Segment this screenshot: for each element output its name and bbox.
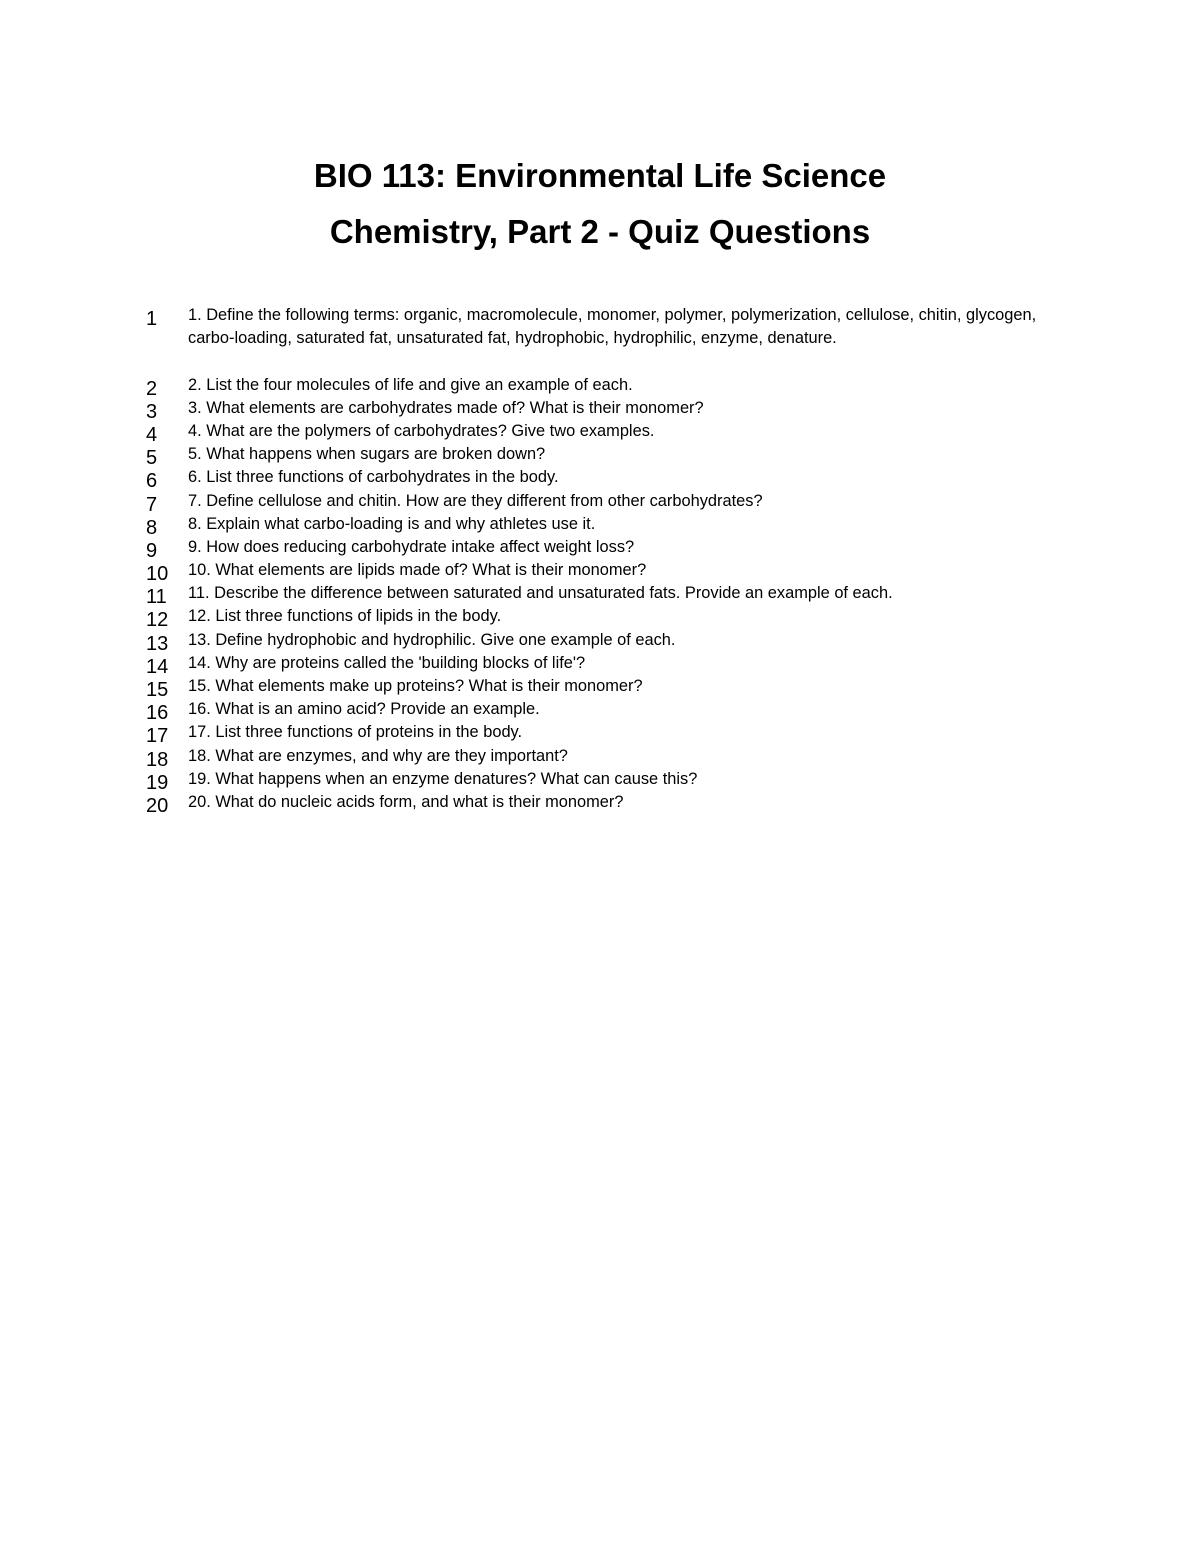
- question-text: 19. What happens when an enzyme denatures? What can cause this?: [188, 769, 698, 788]
- question-text: 13. Define hydrophobic and hydrophilic. Give one example of each.: [188, 630, 676, 649]
- document-subtitle: Chemistry, Part 2 - Quiz Questions: [329, 213, 871, 250]
- question-margin-number: 10: [146, 563, 169, 586]
- question-item: [0, 629, 1200, 655]
- question-item: [0, 490, 1200, 516]
- question-text: 2. List the four molecules of life and give an example of each.: [188, 375, 633, 394]
- question-margin-number: 6: [146, 470, 158, 493]
- question-item: [0, 675, 1200, 702]
- question-text: 7. Define cellulose and chitin. How are they different from other carbohydrates?: [188, 491, 763, 510]
- question-item: [0, 374, 1200, 400]
- question-margin-number: 13: [146, 632, 169, 655]
- question-text: 17. List three functions of proteins in the body.: [188, 723, 523, 742]
- question-margin-number: 14: [146, 655, 169, 678]
- question-item: [0, 698, 1200, 725]
- question-item: [0, 513, 1200, 539]
- question-text: 9. How does reducing carbohydrate intake affect weight loss?: [188, 537, 635, 556]
- question-text: 15. What elements make up proteins? What is their monomer?: [188, 677, 643, 696]
- question-item: [0, 768, 1200, 794]
- question-text: 16. What is an amino acid? Provide an example.: [188, 700, 540, 719]
- question-margin-number: 17: [146, 725, 169, 748]
- question-text: 12. List three functions of lipids in the body.: [188, 607, 502, 626]
- question-margin-number: 3: [146, 400, 158, 423]
- question-item: [0, 304, 1200, 374]
- question-margin-number: 18: [146, 748, 169, 771]
- question-text: 20. What do nucleic acids form, and what is their monomer?: [188, 792, 624, 811]
- question-text: 3. What elements are carbohydrates made of? What is their monomer?: [188, 398, 704, 417]
- question-margin-number: 4: [146, 423, 158, 446]
- question-text: 5. What happens when sugars are broken down?: [188, 445, 546, 464]
- question-margin-number: 7: [146, 493, 158, 516]
- question-margin-number: 9: [146, 539, 158, 562]
- question-item: [0, 605, 1200, 632]
- question-item: [0, 559, 1200, 586]
- question-text: 11. Describe the difference between saturated and unsaturated fats. Provide an example of each.: [188, 584, 893, 603]
- question-item: [0, 536, 1200, 562]
- question-text: 14. Why are proteins called the 'building blocks of life'?: [188, 653, 586, 672]
- question-text: 1. Define the following terms: organic, macromolecule, monomer, polymer, polymerization, cellulose, chitin, glycogen, carbo-loading, saturated fat, unsaturated fat, hydrophobic, hydrophilic, enzyme, denature.: [188, 306, 1037, 348]
- question-margin-number: 19: [146, 771, 169, 794]
- question-text: 18. What are enzymes, and why are they important?: [188, 746, 568, 765]
- question-text: 8. Explain what carbo-loading is and why athletes use it.: [188, 514, 596, 533]
- question-item: [0, 443, 1200, 470]
- question-item: [0, 397, 1200, 423]
- question-margin-number: 15: [146, 679, 169, 702]
- question-text: 4. What are the polymers of carbohydrates? Give two examples.: [188, 421, 655, 440]
- question-margin-number: 11: [146, 586, 167, 609]
- question-margin-number: 20: [146, 794, 169, 817]
- question-item: [0, 791, 1200, 817]
- question-item: [0, 721, 1200, 748]
- question-margin-number: 2: [146, 377, 158, 400]
- question-margin-number: 16: [146, 702, 169, 725]
- question-margin-number: 8: [146, 516, 158, 539]
- question-margin-number: 12: [146, 609, 169, 632]
- question-item: [0, 652, 1200, 678]
- question-text: 6. List three functions of carbohydrates in the body.: [188, 468, 559, 487]
- question-item: [0, 466, 1200, 493]
- question-text: 10. What elements are lipids made of? What is their monomer?: [188, 561, 647, 580]
- question-margin-number: 5: [146, 447, 158, 470]
- question-item: [0, 745, 1200, 771]
- question-item: [0, 582, 1200, 609]
- question-margin-number: 1: [146, 308, 158, 330]
- question-item: [0, 420, 1200, 446]
- question-list: [0, 304, 1200, 817]
- document-title: BIO 113: Environmental Life Science: [313, 157, 887, 194]
